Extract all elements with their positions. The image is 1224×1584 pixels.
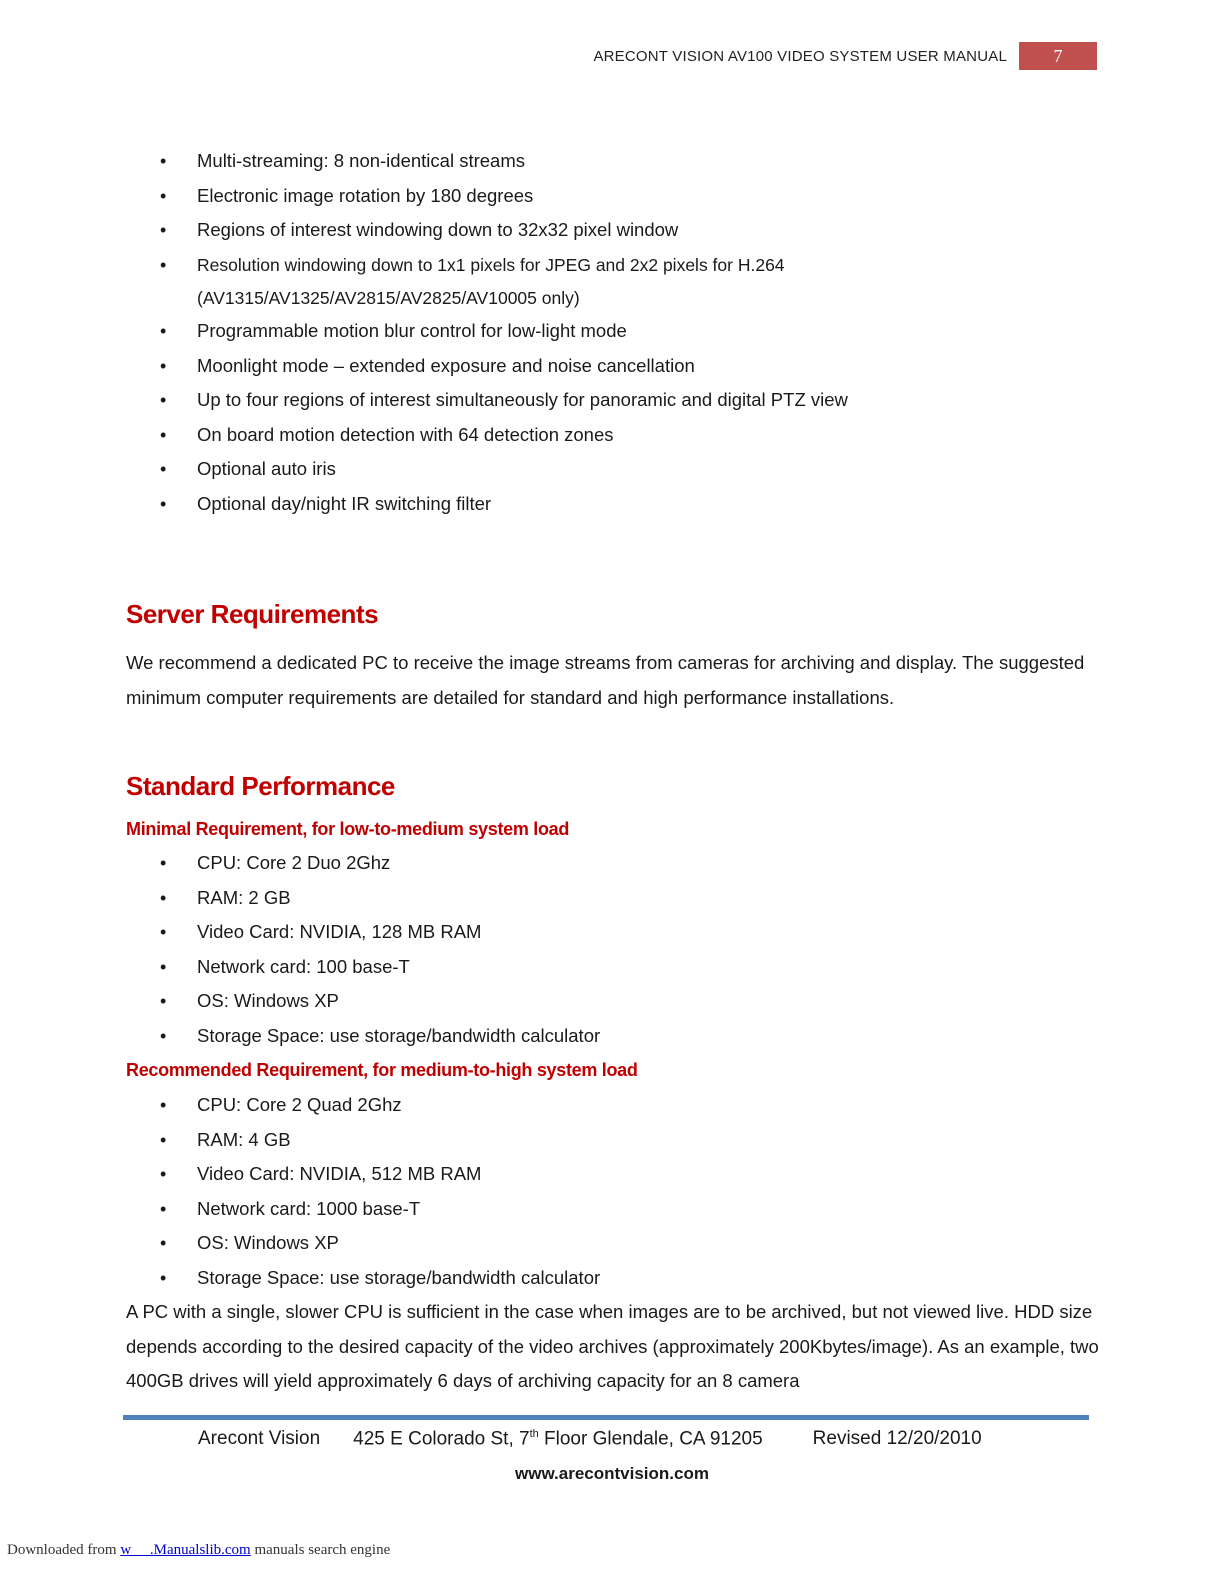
footer-divider (123, 1415, 1089, 1420)
footer-revised: Revised 12/20/2010 (812, 1428, 982, 1449)
bullet-icon: • (160, 887, 167, 908)
standard-performance-heading: Standard Performance (126, 771, 395, 801)
feature-list (160, 144, 1120, 521)
bullet-icon: • (160, 991, 167, 1011)
bullet-icon: • (160, 424, 167, 445)
bullet-icon: • (160, 390, 167, 410)
list-item: • Up to four regions of interest simultaneously for panoramic and digital PTZ view (160, 383, 1120, 418)
bullet-icon: • (160, 185, 167, 206)
footer-company: Arecont Vision (198, 1428, 321, 1449)
bullet-icon: • (160, 220, 167, 240)
list-item: • Video Card: NVIDIA, 512 MB RAM (160, 1157, 1120, 1192)
list-item: • OS: Windows XP (160, 1226, 1120, 1261)
minimal-requirement-list (160, 846, 1120, 1053)
server-requirements-paragraph: We recommend a dedicated PC to receive the image streams from cameras for archiving and display. The suggested minimum computer requirements are detailed for standard and high performance installations. (126, 652, 1085, 708)
manual-title: ARECONT VISION AV100 VIDEO SYSTEM USER MANUAL (593, 47, 1007, 65)
list-item: • Storage Space: use storage/bandwidth calculator (160, 1019, 1120, 1054)
list-item: • Network card: 100 base-T (160, 950, 1120, 985)
list-item: • Storage Space: use storage/bandwidth calculator (160, 1261, 1120, 1296)
footer-address-line (198, 1428, 982, 1450)
bullet-icon: • (160, 1129, 167, 1150)
list-item: • Electronic image rotation by 180 degrees (160, 179, 1120, 214)
bullet-icon: • (160, 1267, 167, 1288)
recommended-requirement-list (160, 1088, 1120, 1295)
list-item: • RAM: 2 GB (160, 881, 1120, 916)
server-requirements-heading: Server Requirements (126, 599, 379, 629)
list-item: • CPU: Core 2 Duo 2Ghz (160, 846, 1120, 881)
page-number-badge: 7 (1019, 42, 1097, 70)
bullet-icon: • (160, 459, 167, 479)
bullet-icon: • (160, 1233, 167, 1253)
bullet-icon: • (160, 1025, 167, 1046)
recommended-requirement-heading: Recommended Requirement, for medium-to-high system load (126, 1060, 638, 1080)
list-item: • Multi-streaming: 8 non-identical streams (160, 144, 1120, 179)
bullet-icon: • (160, 151, 167, 171)
bullet-icon: • (160, 1095, 167, 1115)
list-item: • Network card: 1000 base-T (160, 1192, 1120, 1227)
list-item: • Moonlight mode – extended exposure and noise cancellation (160, 349, 1120, 384)
footer-website-link[interactable]: www.arecontvision.com (515, 1464, 709, 1483)
list-item: • Regions of interest windowing down to 32x32 pixel window (160, 213, 1120, 248)
bullet-icon: • (160, 355, 167, 376)
page-header (593, 42, 1097, 70)
bullet-icon: • (160, 1198, 167, 1219)
list-item: • On board motion detection with 64 detection zones (160, 418, 1120, 453)
list-item: • CPU: Core 2 Quad 2Ghz (160, 1088, 1120, 1123)
list-item: • Video Card: NVIDIA, 128 MB RAM (160, 915, 1120, 950)
bullet-icon: • (160, 956, 167, 977)
bullet-icon: • (160, 493, 167, 514)
list-item: • OS: Windows XP (160, 984, 1120, 1019)
list-item-continuation: (AV1315/AV1325/AV2815/AV2825/AV10005 only) (197, 288, 580, 308)
download-note: Downloaded from w .Manualslib.com manuals search engine (7, 1542, 391, 1558)
minimal-requirement-heading: Minimal Requirement, for low-to-medium system load (126, 819, 570, 839)
footer-address: 425 E Colorado St, 7th Floor Glendale, CA 91205 (353, 1428, 763, 1450)
bullet-icon: • (160, 321, 167, 341)
archiving-paragraph: A PC with a single, slower CPU is sufficient in the case when images are to be archived, but not viewed live. HDD size depends according to the desired capacity of the video archives (approximately 200Kbytes/image). As an example, two 400GB drives will yield approximately 6 days of archiving capacity for an 8 camera (126, 1301, 1099, 1391)
manualslib-link[interactable]: w .Manualslib.com (120, 1542, 251, 1558)
bullet-icon: • (160, 922, 167, 942)
list-item: • RAM: 4 GB (160, 1123, 1120, 1158)
list-item: • Programmable motion blur control for low-light mode (160, 314, 1120, 349)
bullet-icon: • (160, 254, 167, 275)
bullet-icon: • (160, 853, 167, 873)
list-item: • Optional auto iris (160, 452, 1120, 487)
list-item: • Optional day/night IR switching filter (160, 487, 1120, 522)
list-item: • Resolution windowing down to 1x1 pixels for JPEG and 2x2 pixels for H.264 (AV1315/AV1325/AV2815/AV2825/AV10005 only) (160, 248, 1120, 315)
bullet-icon: • (160, 1164, 167, 1184)
